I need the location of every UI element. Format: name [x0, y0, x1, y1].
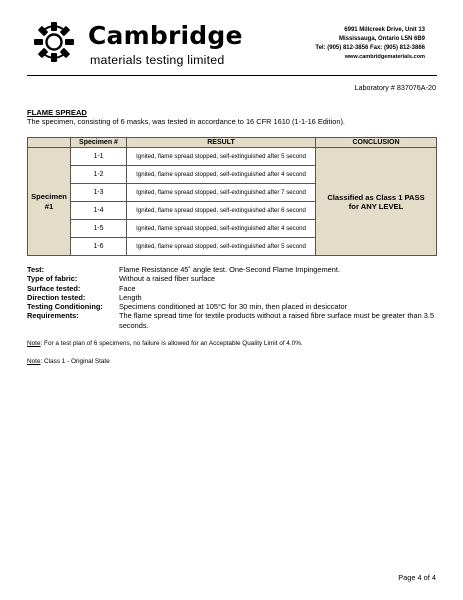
- note-class: [27, 358, 110, 365]
- detail-row-direction: [27, 293, 437, 302]
- detail-label: Surface tested:: [27, 283, 81, 293]
- website-link[interactable]: www.cambridgematerials.com: [344, 54, 425, 60]
- detail-label: Testing Conditioning:: [27, 302, 103, 312]
- detail-value: Face: [119, 283, 136, 293]
- detail-row-surface: [27, 284, 437, 293]
- header-divider: [27, 75, 437, 76]
- address-line-1: 6991 Millcreek Drive, Unit 13: [344, 27, 425, 33]
- detail-row-test: [27, 265, 437, 274]
- header-specimen-number: Specimen #: [71, 138, 127, 148]
- detail-label: Type of fabric:: [27, 274, 78, 284]
- detail-value: Flame Resistance 45˚ angle test. One-Second Flame Impingement.: [119, 265, 341, 274]
- detail-row-requirements: [27, 311, 437, 330]
- specimen-result: Ignited, flame spread stopped, self-extinguished after 4 second: [127, 166, 316, 184]
- detail-row-fabric: [27, 274, 437, 283]
- header-result: RESULT: [127, 138, 316, 148]
- specimen-id: 1-2: [71, 166, 127, 184]
- note-text: : Class 1 - Original State: [40, 358, 110, 365]
- detail-value: The flame spread time for textile products without a raised fibre surface must be greater than 3.5 seconds.: [119, 311, 435, 330]
- results-table: [27, 137, 437, 256]
- laboratory-number: Laboratory # 837076A-20: [354, 83, 436, 92]
- table-header-row: [28, 138, 437, 148]
- specimen-id: 1-6: [71, 238, 127, 256]
- brand-subtitle: materials testing limited: [90, 53, 225, 67]
- conclusion-cell: Classified as Class 1 PASS for ANY LEVEL: [316, 148, 437, 256]
- table-row: [28, 148, 437, 166]
- specimen-id: 1-5: [71, 220, 127, 238]
- page-number: Page 4 of 4: [398, 573, 436, 582]
- specimen-result: Ignited, flame spread stopped, self-extinguished after 4 second: [127, 220, 316, 238]
- specimen-result: Ignited, flame spread stopped, self-extinguished after 5 second: [127, 238, 316, 256]
- table-header-blank: [28, 138, 71, 148]
- brand-name: Cambridge: [88, 21, 243, 50]
- specimen-id: 1-4: [71, 202, 127, 220]
- specimen-group-label: Specimen #1: [28, 148, 71, 256]
- company-address: [315, 26, 425, 62]
- note-label: Note: [27, 358, 41, 365]
- header-conclusion: CONCLUSION: [316, 138, 437, 148]
- detail-label: Direction tested:: [27, 292, 86, 302]
- address-line-2: Mississauga, Ontario L5N 6B9: [338, 36, 425, 42]
- cambridge-logo-icon: [34, 22, 74, 62]
- test-details: [27, 265, 437, 330]
- detail-row-conditioning: [27, 302, 437, 311]
- section-intro: The specimen, consisting of 6 masks, was tested in accordance to 16 CFR 1610 (1-1-16 Edition).: [27, 117, 345, 126]
- detail-value: Specimens conditioned at 105°C for 30 min, then placed in desiccator: [119, 302, 348, 312]
- specimen-id: 1-1: [71, 148, 127, 166]
- detail-label: Requirements:: [27, 311, 79, 321]
- detail-value: Without a raised fiber surface: [119, 274, 216, 284]
- specimen-result: Ignited, flame spread stopped, self-extinguished after 6 second: [127, 202, 316, 220]
- section-title: FLAME SPREAD: [27, 108, 87, 117]
- specimen-result: Ignited, flame spread stopped, self-extinguished after 5 second: [127, 148, 316, 166]
- note-text: : For a test plan of 6 specimens, no failure is allowed for an Acceptable Quality Limit of 4.0%.: [40, 340, 303, 347]
- detail-value: Length: [119, 292, 142, 302]
- specimen-result: Ignited, flame spread stopped, self-extinguished after 7 second: [127, 184, 316, 202]
- phone-fax-line: Tel: (905) 812-3856 Fax: (905) 812-3866: [315, 45, 425, 51]
- note-aql: [27, 340, 303, 347]
- specimen-id: 1-3: [71, 184, 127, 202]
- detail-label: Test:: [27, 265, 45, 274]
- note-label: Note: [27, 340, 41, 347]
